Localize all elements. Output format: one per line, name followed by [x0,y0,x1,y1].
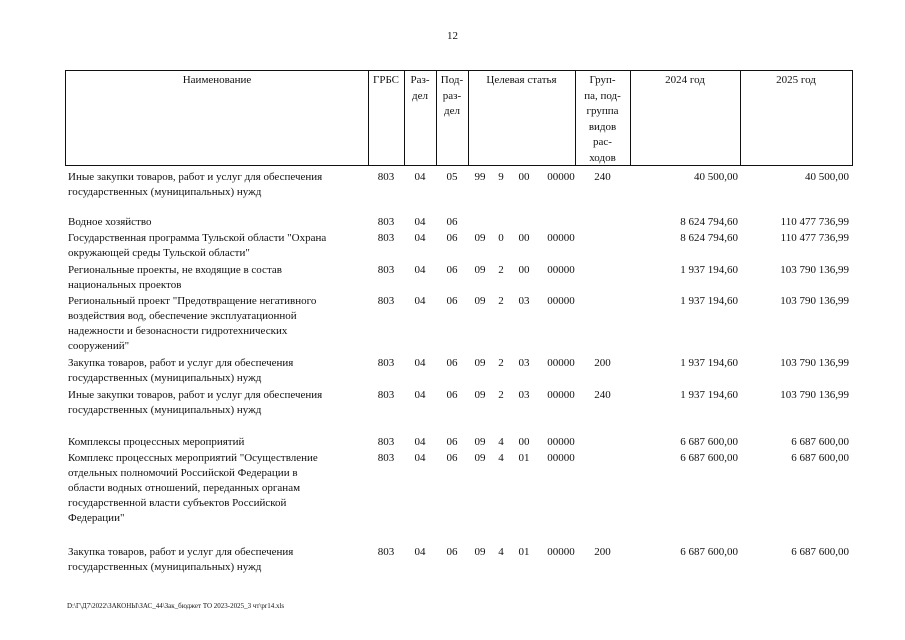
cell-v2025: 6 687 600,00 [791,546,849,558]
cell-t1: 09 [474,264,486,276]
cell-vr: 240 [594,171,611,183]
cell-v2025: 103 790 136,99 [780,357,849,369]
header-name: Наименование [182,74,252,86]
cell-vr: 200 [594,357,611,369]
header-target: Целевая статья [486,74,557,86]
cell-t3: 00 [518,264,530,276]
cell-pr: 06 [446,546,458,558]
header-group-line: па, под- [584,89,621,102]
cell-grbs: 803 [377,546,395,558]
cell-v2024: 6 687 600,00 [680,452,738,464]
cell-v2024: 1 937 194,60 [680,357,738,369]
cell-v2024: 8 624 794,60 [680,216,738,228]
cell-t2: 4 [498,452,504,464]
cell-t3: 00 [518,232,530,244]
cell-rz: 04 [414,357,426,369]
header-razdel-line: Раз- [410,74,430,86]
row-name-line: области водных отношений, переданных органам [68,482,301,494]
header-group-line: группа [586,105,619,117]
row-name [68,545,368,575]
header-group-line: рас- [593,136,612,148]
cell-grbs: 803 [377,216,395,228]
cell-rz: 04 [414,171,426,183]
cell-grbs: 803 [377,171,395,183]
cell-pr: 06 [446,264,458,276]
cell-t3: 03 [518,295,530,307]
cell-pr: 06 [446,232,458,244]
cell-t3: 01 [518,546,530,558]
cell-t4: 00000 [547,452,575,464]
table-header [65,70,853,166]
header-podrazdel-line: дел [444,105,460,117]
cell-v2024: 40 500,00 [694,171,738,183]
cell-rz: 04 [414,389,426,401]
row-name [68,356,368,386]
cell-rz: 04 [414,436,426,448]
cell-rz: 04 [414,232,426,244]
cell-grbs: 803 [377,357,395,369]
row-name-line: государственных (муниципальных) нужд [68,561,262,573]
header-podrazdel-line: раз- [442,89,462,102]
cell-v2025: 103 790 136,99 [780,295,849,307]
cell-rz: 04 [414,216,426,228]
row-name [68,170,368,200]
cell-pr: 06 [446,389,458,401]
cell-v2025: 103 790 136,99 [780,389,849,401]
cell-t4: 00000 [547,436,575,448]
header-group-line: Груп- [589,74,616,86]
cell-v2024: 6 687 600,00 [680,436,738,448]
cell-t4: 00000 [547,546,575,558]
cell-pr: 05 [446,171,458,183]
cell-t1: 09 [474,357,486,369]
header-2025: 2025 год [776,74,816,86]
cell-rz: 04 [414,546,426,558]
row-name-line: Комплекс процессных мероприятий "Осуществление [68,452,318,464]
cell-t3: 03 [518,389,530,401]
cell-t4: 00000 [547,264,575,276]
cell-t4: 00000 [547,357,575,369]
cell-pr: 06 [446,452,458,464]
cell-t3: 00 [518,436,530,448]
row-name-line: государственной власти субъектов Российской [68,497,287,509]
cell-t4: 00000 [547,232,575,244]
header-2024: 2024 год [665,74,705,86]
row-name-line: воздействия вод, обеспечение эксплуатационной [68,310,297,322]
cell-t2: 4 [498,436,504,448]
page-number: 12 [447,30,458,42]
cell-t1: 09 [474,232,486,244]
row-name-line: надежности и безонасности гидротехнических [68,325,288,337]
row-name-line: Комплексы процессных мероприятий [68,436,245,448]
row-name [68,435,368,450]
cell-t1: 99 [474,171,486,183]
cell-t1: 09 [474,546,486,558]
cell-grbs: 803 [377,436,395,448]
cell-pr: 06 [446,216,458,228]
cell-v2025: 6 687 600,00 [791,436,849,448]
row-name-line: сооружений" [68,340,130,352]
cell-t4: 00000 [547,295,575,307]
row-name [68,451,368,526]
row-name [68,263,368,293]
cell-v2025: 40 500,00 [805,171,849,183]
cell-t2: 2 [498,295,504,307]
row-name-line: Иные закупки товаров, работ и услуг для обеспечения [68,389,323,401]
cell-pr: 06 [446,436,458,448]
cell-pr: 06 [446,295,458,307]
cell-t1: 09 [474,436,486,448]
cell-v2025: 6 687 600,00 [791,452,849,464]
header-group [575,73,630,166]
row-name-line: государственных (муниципальных) нужд [68,404,262,416]
row-name-line: национальных проектов [68,279,182,291]
cell-v2024: 1 937 194,60 [680,295,738,307]
row-name-line: отдельных полномочий Российской Федерации в [68,467,298,479]
row-name-line: Закупка товаров, работ и услуг для обеспечения [68,546,294,558]
cell-t2: 2 [498,357,504,369]
cell-grbs: 803 [377,452,395,464]
row-name-line: Федерации" [68,512,125,524]
cell-t4: 00000 [547,389,575,401]
row-name-line: Водное хозяйство [68,216,152,228]
row-name [68,294,368,354]
cell-grbs: 803 [377,295,395,307]
file-path: D:\Г\Д7\2022\ЗАКОНЫ\ЗАС_44\Зак_бюджет ТО 2023-2025_3 чт\pr14.xls [67,602,285,610]
row-name [68,388,368,418]
cell-v2024: 8 624 794,60 [680,232,738,244]
cell-rz: 04 [414,452,426,464]
row-name-line: государственных (муниципальных) нужд [68,372,262,384]
cell-vr: 200 [594,546,611,558]
cell-t4: 00000 [547,171,575,183]
cell-v2025: 103 790 136,99 [780,264,849,276]
row-name [68,231,368,261]
row-name-line: Региональные проекты, не входящие в состав [68,264,282,276]
row-name-line: государственных (муниципальных) нужд [68,186,262,198]
cell-v2024: 1 937 194,60 [680,389,738,401]
cell-v2024: 1 937 194,60 [680,264,738,276]
row-name-line: Закупка товаров, работ и услуг для обеспечения [68,357,294,369]
cell-t1: 09 [474,452,486,464]
header-razdel [404,73,436,104]
cell-v2025: 110 477 736,99 [780,216,849,228]
cell-grbs: 803 [377,264,395,276]
header-razdel-line: дел [412,89,428,102]
cell-t3: 00 [518,171,530,183]
cell-rz: 04 [414,264,426,276]
header-podrazdel [436,73,468,120]
cell-t2: 4 [498,546,504,558]
row-name-line: Региональный проект "Предотвращение негативного [68,295,317,307]
header-group-line: видов [588,120,617,133]
cell-t1: 09 [474,295,486,307]
cell-v2024: 6 687 600,00 [680,546,738,558]
header-podrazdel-line: Под- [440,74,464,86]
cell-rz: 04 [414,295,426,307]
row-name [68,215,368,230]
cell-t3: 01 [518,452,530,464]
cell-t2: 2 [498,264,504,276]
cell-pr: 06 [446,357,458,369]
row-name-line: Государственная программа Тульской области "Охрана [68,232,327,244]
row-name-line: окружающей среды Тульской области" [68,247,250,259]
cell-t2: 9 [498,171,504,183]
cell-vr: 240 [594,389,611,401]
cell-t2: 0 [498,232,504,244]
cell-grbs: 803 [377,232,395,244]
cell-t1: 09 [474,389,486,401]
cell-t2: 2 [498,389,504,401]
cell-v2025: 110 477 736,99 [780,232,849,244]
cell-t3: 03 [518,357,530,369]
row-name-line: Иные закупки товаров, работ и услуг для обеспечения [68,171,323,183]
header-group-line: ходов [589,151,616,164]
header-grbs: ГРБС [372,74,400,86]
cell-grbs: 803 [377,389,395,401]
